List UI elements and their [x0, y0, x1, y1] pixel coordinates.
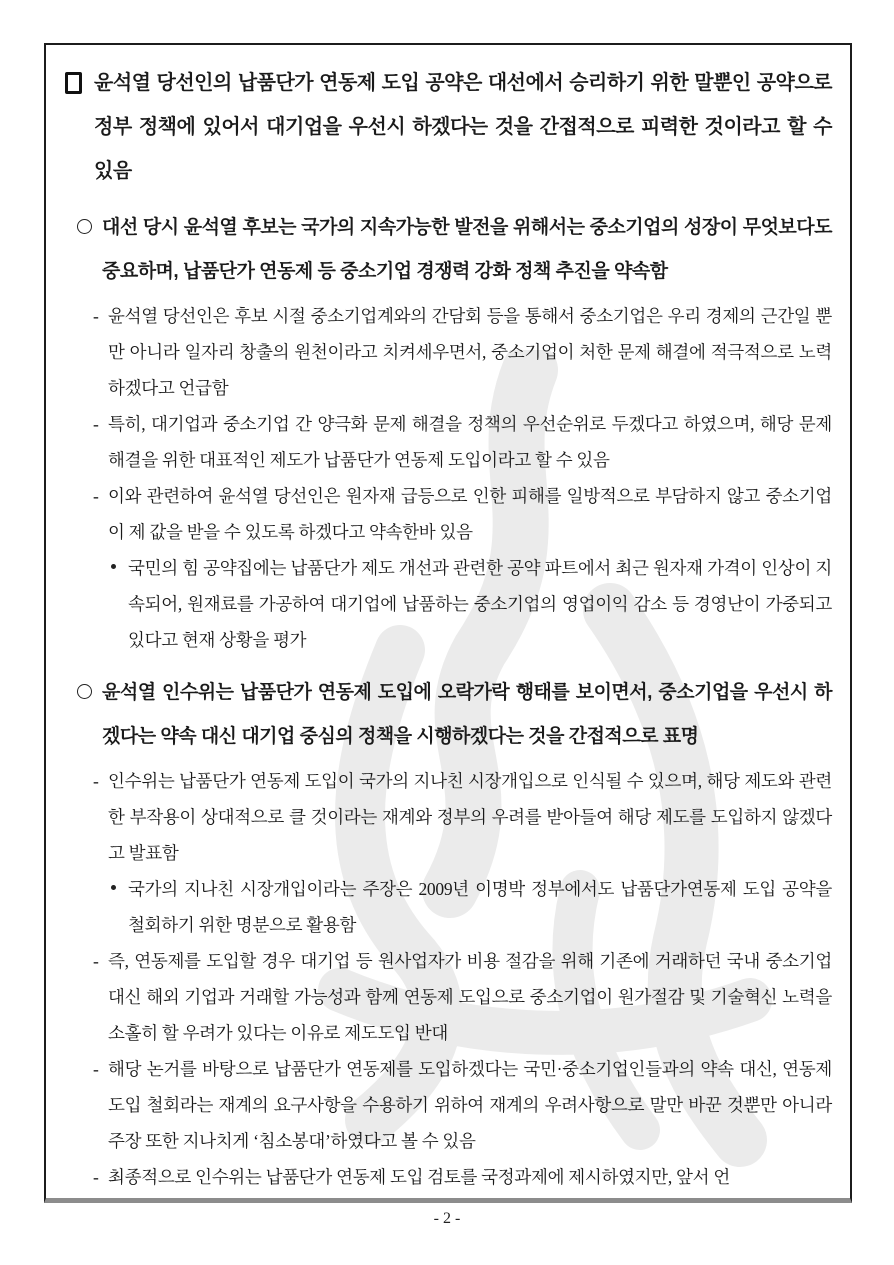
document-items [65, 61, 832, 1195]
item-text: 해당 논거를 바탕으로 납품단가 연동제를 도입하겠다는 국민·중소기업인들과의 약속 대신, 연동제 도입 철회라는 재계의 요구사항을 수용하기 위하여 재계의 우려사항으로 말만 바꾼 것뿐만 아니라 주장 또한 지나치게 ‘침소봉대’하였다고 볼 수 있음 [108, 1059, 832, 1151]
dash-bullet-icon: - [93, 306, 99, 326]
item-text: 즉, 연동제를 도입할 경우 대기업 등 원사업자가 비용 절감을 위해 기존에 거래하던 국내 중소기업 대신 해외 기업과 거래할 가능성과 함께 연동제 도입으로 중소기업이 원가절감 및 기술혁신 노력을 소홀히 할 우려가 있다는 이유로 제도도입 반대 [108, 951, 832, 1043]
item-text: 국가의 지나친 시장개입이라는 주장은 2009년 이명박 정부에서도 납품단가연동제 도입 공약을 철회하기 위한 명분으로 활용함 [128, 879, 832, 935]
page-number: - 2 - [433, 1210, 461, 1227]
dash-bullet-icon: - [93, 951, 99, 971]
item-text: 대선 당시 윤석열 후보는 국가의 지속가능한 발전을 위해서는 중소기업의 성장이 무엇보다도 중요하며, 납품단가 연동제 등 중소기업 경쟁력 강화 정책 추진을 약속함 [102, 217, 832, 282]
dash-bullet-icon: - [93, 771, 99, 791]
square-bullet-icon [65, 72, 82, 94]
doc-item [93, 406, 832, 478]
doc-item [93, 1159, 832, 1195]
item-text: 윤석열 당선인은 후보 시절 중소기업계와의 간담회 등을 통해서 중소기업은 우리 경제의 근간일 뿐만 아니라 일자리 창출의 원천이라고 치켜세우면서, 중소기업이 처한 문제 해결에 적극적으로 노력하겠다고 언급함 [108, 306, 832, 398]
item-text: 윤석열 당선인의 납품단가 연동제 도입 공약은 대선에서 승리하기 위한 말뿐인 공약으로 정부 정책에 있어서 대기업을 우선시 하겠다는 것을 간접적으로 피력한 것이라고 할 수 있음 [94, 72, 832, 182]
item-text: 최종적으로 인수위는 납품단가 연동제 도입 검토를 국정과제에 제시하였지만, 앞서 언 [108, 1167, 730, 1187]
dot-bullet-icon [111, 564, 116, 569]
doc-item [65, 61, 832, 193]
doc-item [77, 206, 832, 294]
doc-item [111, 550, 832, 658]
doc-item [77, 671, 832, 759]
doc-item [93, 478, 832, 550]
doc-item [93, 943, 832, 1051]
item-text: 특히, 대기업과 중소기업 간 양극화 문제 해결을 정책의 우선순위로 두겠다고 하였으며, 해당 문제 해결을 위한 대표적인 제도가 납품단가 연동제 도입이라고 할 수 있음 [108, 414, 832, 470]
dash-bullet-icon: - [93, 1059, 99, 1079]
document-frame [44, 43, 852, 1203]
doc-item [111, 871, 832, 943]
dash-bullet-icon: - [93, 1167, 99, 1187]
item-text: 이와 관련하여 윤석열 당선인은 원자재 급등으로 인한 피해를 일방적으로 부담하지 않고 중소기업이 제 값을 받을 수 있도록 하겠다고 약속한바 있음 [108, 486, 832, 542]
item-text: 인수위는 납품단가 연동제 도입이 국가의 지나친 시장개입으로 인식될 수 있으며, 해당 제도와 관련한 부작용이 상대적으로 클 것이라는 재계와 정부의 우려를 받아들여 해당 제도를 도입하지 않겠다고 발표함 [108, 771, 832, 863]
doc-item [93, 763, 832, 871]
dash-bullet-icon: - [93, 414, 99, 434]
item-text: 국민의 힘 공약집에는 납품단가 제도 개선과 관련한 공약 파트에서 최근 원자재 가격이 인상이 지속되어, 원재료를 가공하여 대기업에 납품하는 중소기업의 영업이익 감소 등 경영난이 가중되고 있다고 현재 상황을 평가 [128, 558, 832, 650]
dash-bullet-icon: - [93, 486, 99, 506]
circle-bullet-icon [77, 684, 92, 699]
circle-bullet-icon [77, 219, 92, 234]
doc-item [93, 298, 832, 406]
dot-bullet-icon [111, 885, 116, 890]
item-text: 윤석열 인수위는 납품단가 연동제 도입에 오락가락 행태를 보이면서, 중소기업을 우선시 하겠다는 약속 대신 대기업 중심의 정책을 시행하겠다는 것을 간접적으로 표명 [102, 682, 832, 747]
doc-item [93, 1051, 832, 1159]
